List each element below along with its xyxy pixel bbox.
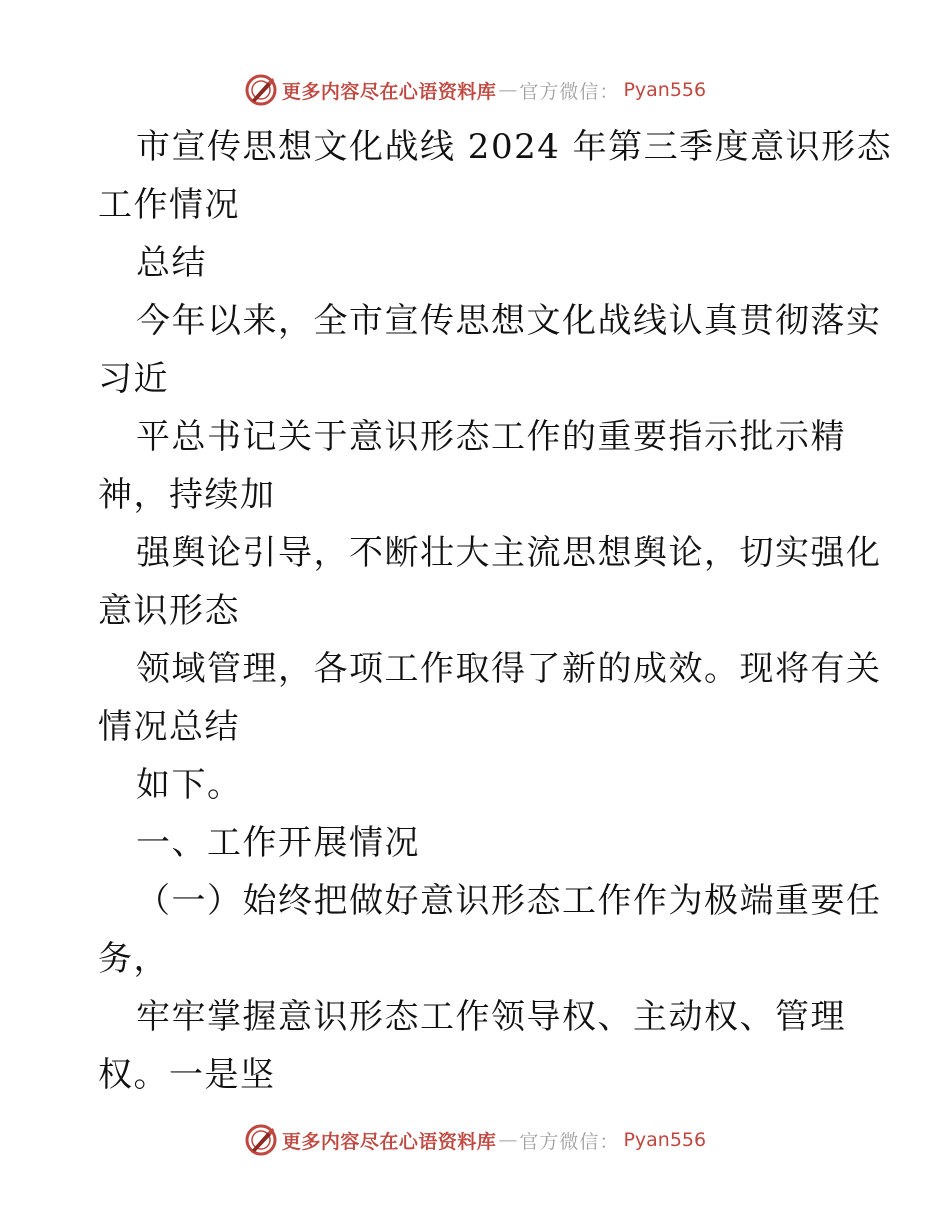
doc-line: 今年以来，全市宣传思想文化战线认真贯彻落实 <box>136 301 882 341</box>
doc-line: 权。一是坚 <box>98 1055 276 1095</box>
banner-wechat-id: Pyan556 <box>623 79 707 101</box>
banner-separator: — <box>498 1129 518 1151</box>
doc-line: 平总书记关于意识形态工作的重要指示批示精 <box>136 417 846 457</box>
banner-title: 更多内容尽在心语资料库 <box>281 1130 497 1153</box>
doc-line: 习近 <box>98 359 169 399</box>
doc-line: 工作情况 <box>98 185 240 225</box>
footer-watermark-banner <box>0 1120 950 1160</box>
quill-logo-icon <box>244 73 278 107</box>
header-watermark-banner <box>0 70 950 110</box>
doc-line: 总结 <box>136 243 207 283</box>
banner-title: 更多内容尽在心语资料库 <box>281 80 497 103</box>
quill-logo-icon <box>244 1123 278 1157</box>
doc-line: 如下。 <box>136 765 243 805</box>
doc-line: 意识形态 <box>98 591 240 631</box>
doc-line: 领域管理，各项工作取得了新的成效。现将有关 <box>136 649 882 689</box>
doc-line: 牢牢掌握意识形态工作领导权、主动权、管理 <box>136 997 846 1037</box>
doc-line: 情况总结 <box>98 707 240 747</box>
banner-wechat-id: Pyan556 <box>623 1129 707 1151</box>
doc-line: 一、工作开展情况 <box>136 823 420 863</box>
banner-wechat-label: 官方微信： <box>519 80 620 103</box>
banner-wechat-label: 官方微信： <box>519 1130 620 1153</box>
banner-separator: — <box>498 79 518 101</box>
doc-line: 神，持续加 <box>98 475 276 515</box>
document-body <box>98 118 893 1104</box>
doc-line: 强舆论引导，不断壮大主流思想舆论，切实强化 <box>136 533 882 573</box>
doc-line: 市宣传思想文化战线 2024 年第三季度意识形态 <box>136 127 893 167</box>
doc-line: 务， <box>98 939 169 979</box>
doc-line: （一）始终把做好意识形态工作作为极端重要任 <box>136 881 882 921</box>
